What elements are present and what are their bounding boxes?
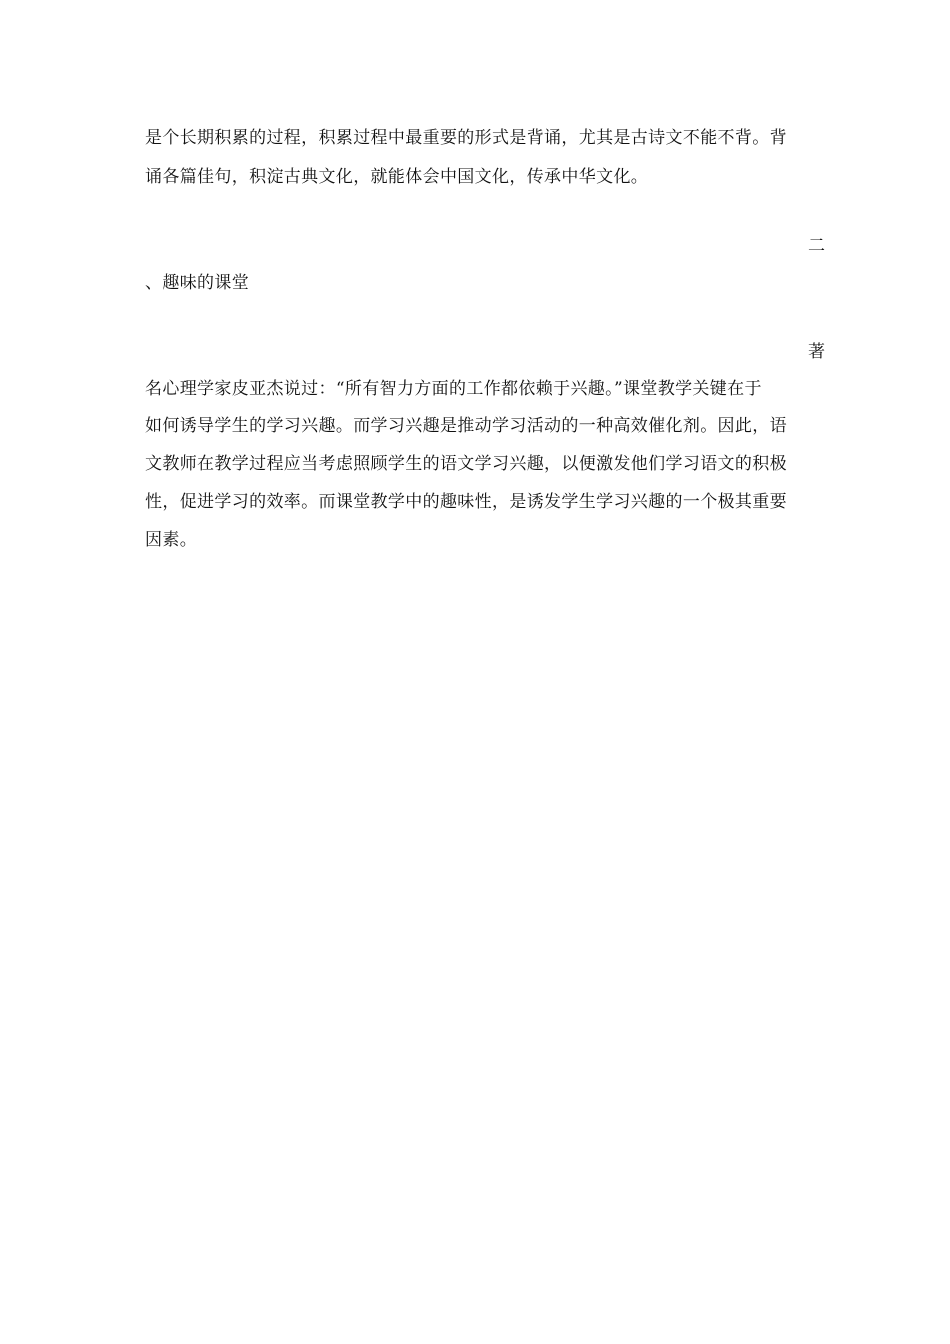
paragraph-2-line-2: 如何诱导学生的学习兴趣。而学习兴趣是推动学习活动的一种高效催化剂。因此，语 bbox=[145, 416, 787, 436]
paragraph-1-line-2: 诵各篇佳句，积淀古典文化，就能体会中国文化，传承中华文化。 bbox=[145, 167, 649, 187]
section-heading: 、趣味的课堂 bbox=[145, 273, 250, 293]
paragraph-2-line-4: 性，促进学习的效率。而课堂教学中的趣味性，是诱发学生学习兴趣的一个极其重要 bbox=[145, 492, 787, 512]
paragraph-2-line-5: 因素。 bbox=[145, 530, 198, 550]
paragraph-2-line-3: 文教师在教学过程应当考虑照顾学生的语文学习兴趣，以便激发他们学习语文的积极 bbox=[145, 454, 787, 474]
paragraph-2-line-1: 名心理学家皮亚杰说过：“所有智力方面的工作都依赖于兴趣。”课堂教学关键在于 bbox=[145, 379, 762, 399]
paragraph-1-line-1: 是个长期积累的过程，积累过程中最重要的形式是背诵，尤其是古诗文不能不背。背 bbox=[145, 128, 787, 148]
paragraph-2-lead-char: 著 bbox=[808, 342, 825, 362]
section-number: 二 bbox=[808, 236, 825, 256]
